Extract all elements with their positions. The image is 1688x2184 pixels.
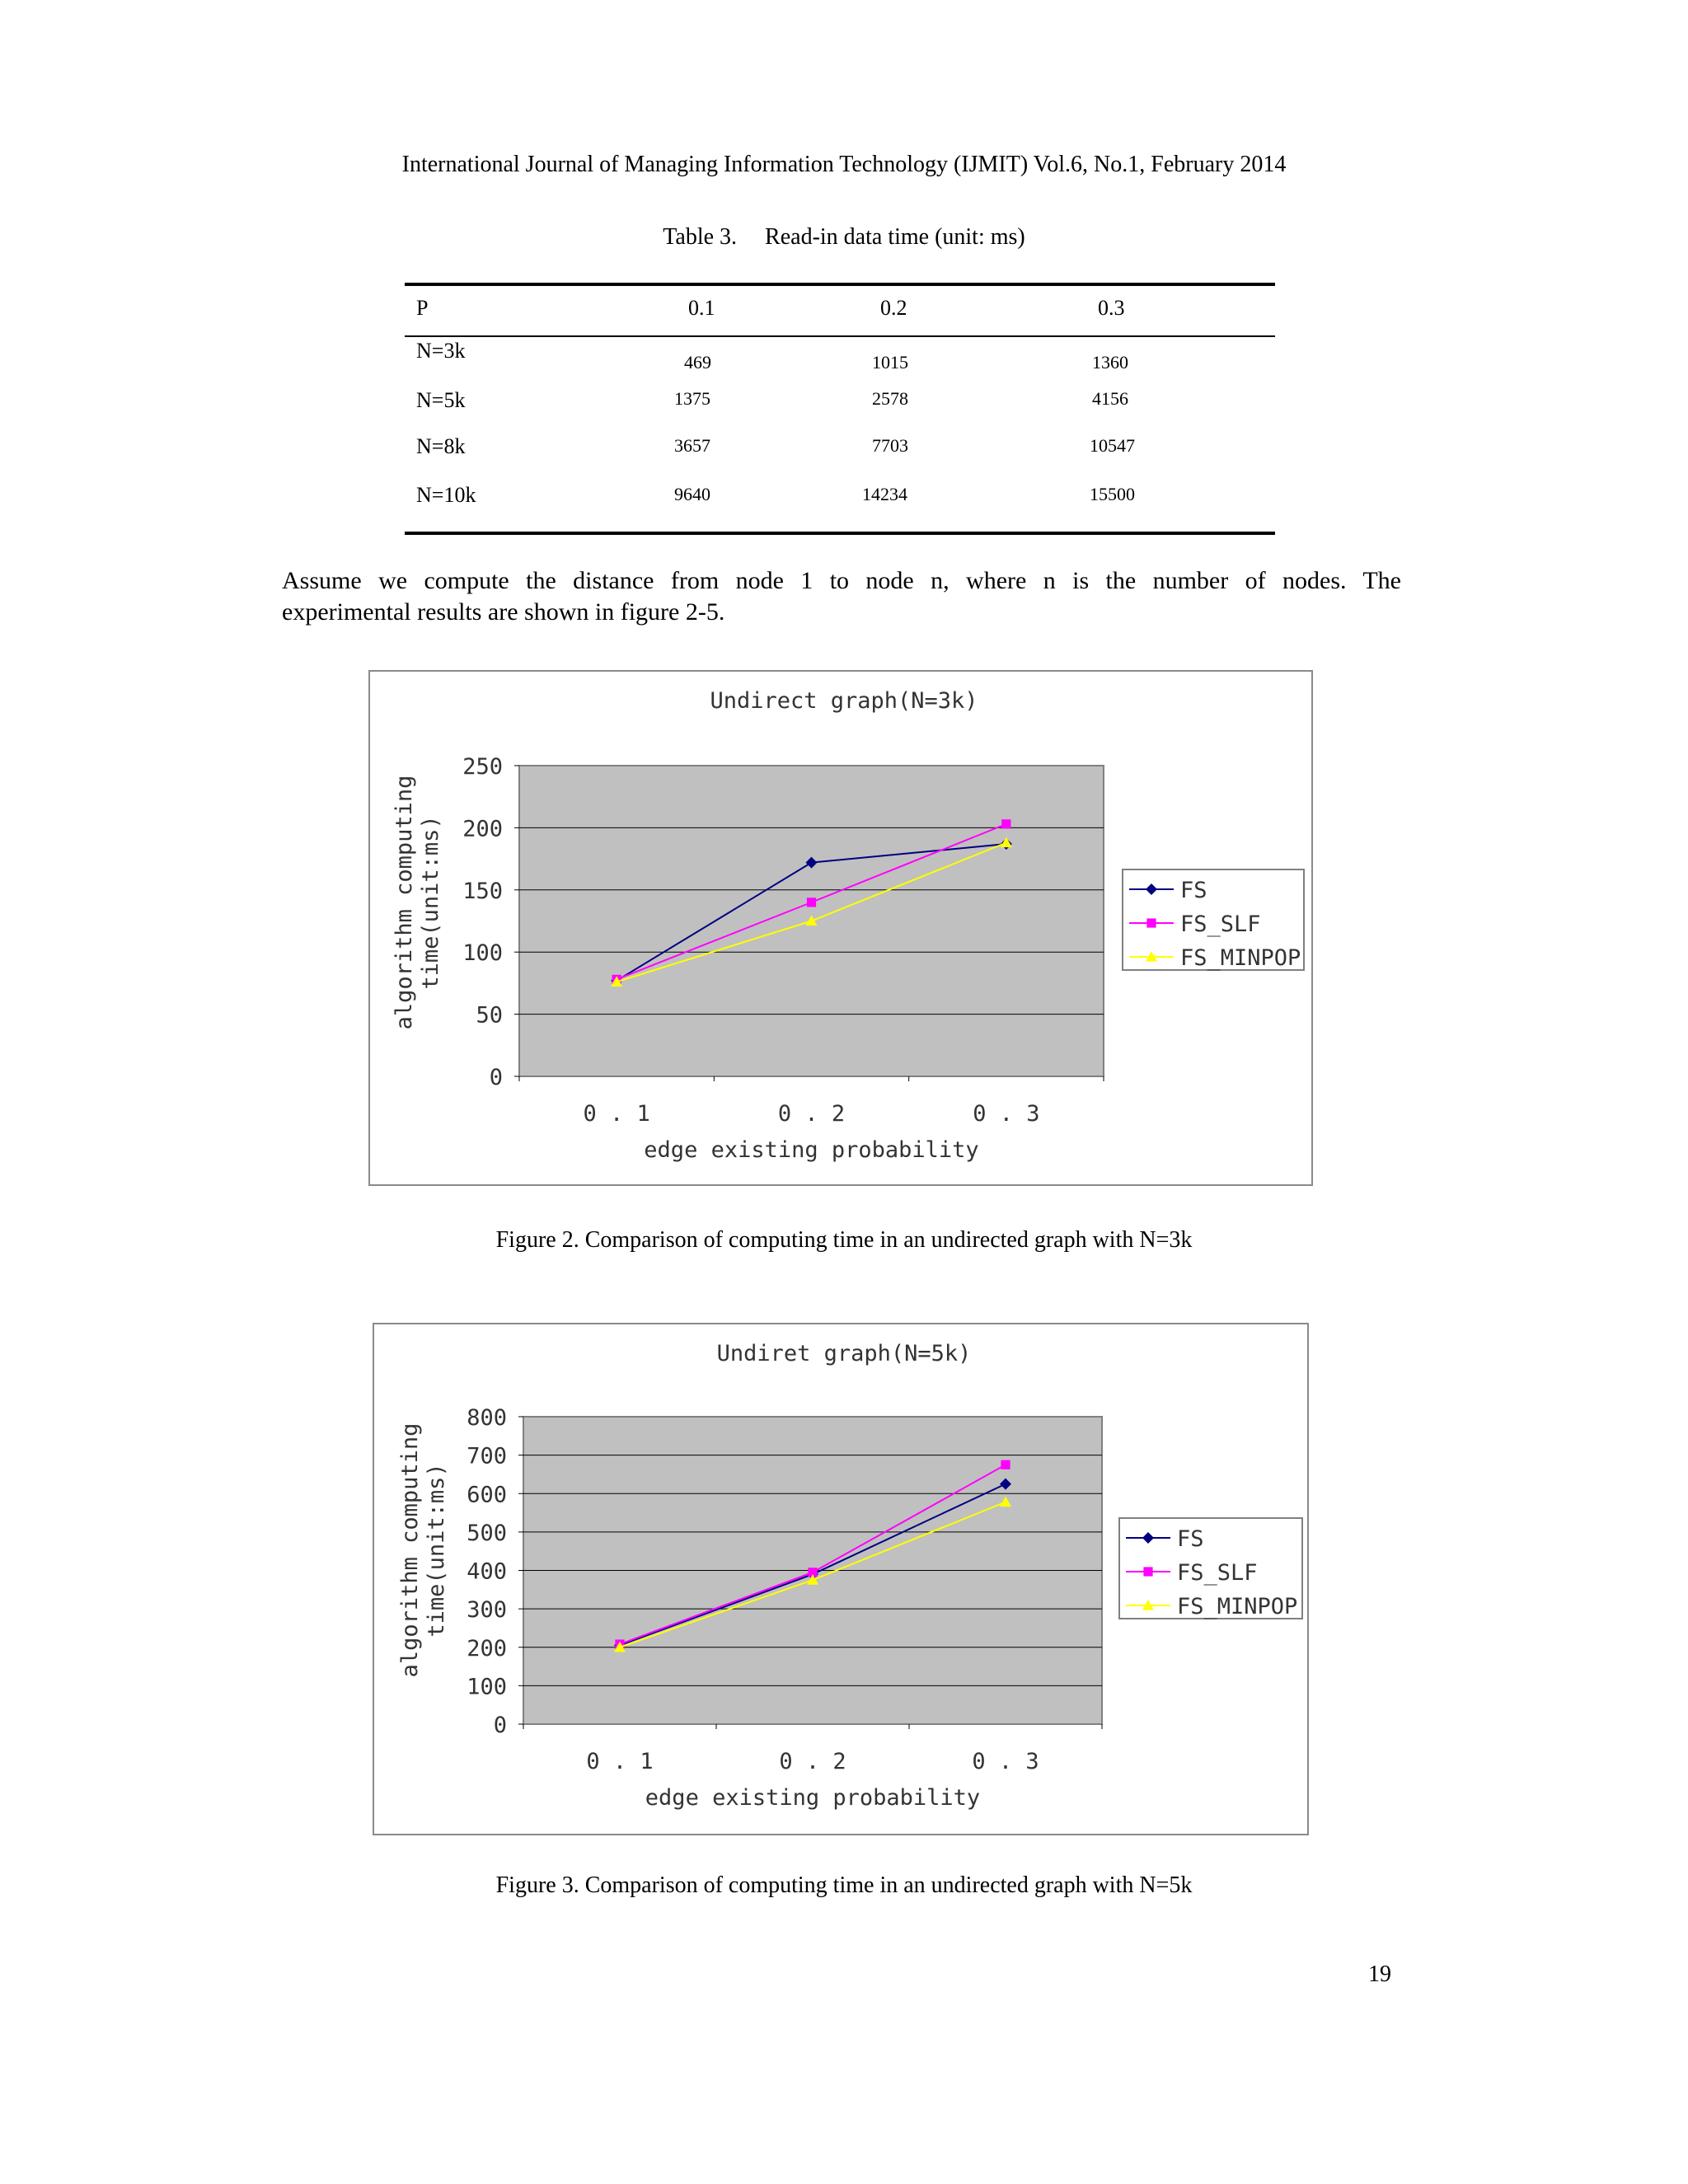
body-paragraph (282, 565, 1401, 628)
y-tick-label: 150 (462, 878, 503, 904)
x-tick-label: 0 . 1 (583, 1101, 650, 1127)
table-cell: 2578 (872, 388, 908, 409)
legend-label: FS (1180, 878, 1207, 903)
table-header-rule (405, 335, 1275, 337)
y-tick-label: 0 (489, 1065, 503, 1090)
table-cell: 469 (684, 352, 711, 373)
chart-title: Undirect graph(N=3k) (710, 688, 978, 714)
legend-label: FS_MINPOP (1177, 1594, 1298, 1619)
table-caption-number: Table 3. (663, 224, 738, 250)
chart-title: Undiret graph(N=5k) (716, 1341, 972, 1366)
table-cell: 9640 (674, 484, 710, 504)
y-tick-label: 700 (467, 1443, 507, 1469)
x-tick-label: 0 . 3 (972, 1749, 1039, 1774)
table-cell: 1375 (674, 388, 710, 409)
legend-label: FS (1177, 1526, 1204, 1552)
legend-label: FS_MINPOP (1180, 945, 1301, 971)
table-bottom-rule (405, 532, 1275, 535)
y-tick-label: 500 (467, 1520, 507, 1546)
y-tick-label: 300 (467, 1597, 507, 1624)
x-tick-label: 0 . 1 (586, 1749, 654, 1774)
table-row-label: N=8k (416, 434, 466, 458)
table-cell: 1015 (872, 352, 908, 373)
figure-2-frame (368, 670, 1313, 1186)
y-axis-label: algorithm computing (392, 775, 417, 1030)
table-header-col2: 0.2 (880, 296, 907, 320)
y-tick-label: 200 (462, 816, 503, 842)
paragraph-line: experimental results are shown in figure 2-5. (282, 598, 725, 626)
table-row-label: N=5k (416, 388, 466, 412)
table-caption-text: Read-in data time (unit: ms) (765, 224, 1025, 250)
figure-3-frame (373, 1323, 1309, 1835)
x-axis-label: edge existing probability (644, 1137, 979, 1163)
square-marker (1143, 1567, 1152, 1576)
square-marker (1146, 918, 1156, 927)
y-tick-label: 50 (476, 1002, 503, 1029)
y-tick-label: 0 (493, 1713, 507, 1738)
table-cell: 3657 (674, 435, 710, 456)
square-marker (807, 898, 816, 907)
figure-2-chart (370, 672, 1311, 1184)
table-row-label: N=10k (416, 483, 476, 507)
table-row-label: N=3k (416, 339, 466, 363)
page-number: 19 (1368, 1961, 1391, 1987)
y-tick-label: 250 (462, 754, 503, 780)
table-cell: 4156 (1092, 388, 1128, 409)
figure-2-caption: Figure 2. Comparison of computing time in an undirected graph with N=3k (495, 1227, 1193, 1253)
square-marker (1001, 819, 1010, 828)
table-cell: 14234 (862, 484, 907, 504)
table-header-col3: 0.3 (1098, 296, 1125, 320)
y-tick-label: 800 (467, 1405, 507, 1431)
table-cell: 7703 (872, 435, 908, 456)
read-in-time-table (405, 283, 1275, 535)
y-tick-label: 200 (467, 1635, 507, 1661)
table-header-p: P (416, 296, 429, 320)
table-header-col1: 0.1 (688, 296, 715, 320)
paragraph-line: Assume we compute the distance from node 1 to node n, where n is the number of nodes. The (282, 567, 1401, 594)
y-tick-label: 100 (467, 1674, 507, 1700)
table-cell: 15500 (1090, 484, 1135, 504)
x-axis-label: edge existing probability (645, 1785, 981, 1811)
y-tick-label: 400 (467, 1558, 507, 1585)
legend-label: FS_SLF (1180, 912, 1261, 937)
table-cell: 1360 (1092, 352, 1128, 373)
table-cell: 10547 (1090, 435, 1135, 456)
table-caption (0, 224, 1688, 251)
figure-3-caption: Figure 3. Comparison of computing time in an undirected graph with N=5k (495, 1872, 1193, 1898)
y-tick-label: 600 (467, 1482, 507, 1508)
square-marker (1001, 1460, 1010, 1469)
y-axis-label: time(unit:ms) (418, 815, 443, 990)
figure-3-chart (374, 1324, 1307, 1834)
running-head: International Journal of Managing Information Technology (IJMIT) Vol.6, No.1, February 2014 (401, 152, 1287, 177)
x-tick-label: 0 . 2 (777, 1101, 846, 1127)
legend-label: FS_SLF (1177, 1560, 1258, 1586)
y-axis-label: algorithm computing (397, 1422, 423, 1678)
x-tick-label: 0 . 3 (973, 1101, 1040, 1127)
y-axis-label: time(unit:ms) (424, 1463, 449, 1638)
table-top-rule (405, 283, 1275, 286)
x-tick-label: 0 . 2 (779, 1749, 846, 1774)
y-tick-label: 100 (462, 940, 503, 967)
